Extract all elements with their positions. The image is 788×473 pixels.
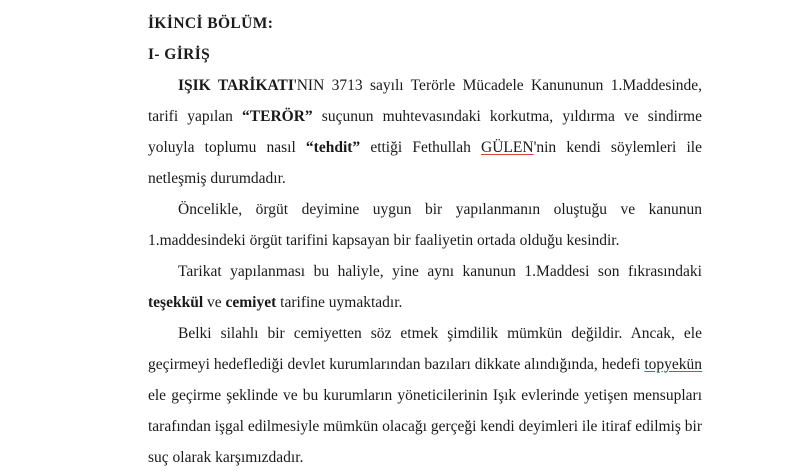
run-text: ele geçirme şeklinde ve bu kurumların yöneticilerinin Işık evlerinde yetişen mensupları tarafından işgal edilmesiyle mümkün olacağı gerçeği kendi deyimleri ile itiraf edilmiş bir suç olarak karşımızdadır. <box>148 387 702 466</box>
paragraph-4 <box>148 318 702 473</box>
spellcheck-word-topyekun: topyekün <box>644 356 702 373</box>
page-left-margin <box>0 0 8 442</box>
run-text: 'nin kendi söylemleri ile netleşmiş durumdadır. <box>148 139 702 187</box>
run-text: Tarikat yapılanması bu haliyle, yine aynı kanunun 1.Maddesi son fıkrasındaki <box>178 263 702 280</box>
run-bold-tesekkul: teşekkül <box>148 294 204 311</box>
run-bold-isik-tarikati: IŞIK TARİKATI <box>178 77 294 94</box>
run-text: suçunun muhtevasındaki korkutma, yıldırma ve sindirme yoluyla toplumu nasıl <box>148 108 702 156</box>
run-bold-cemiyet: cemiyet <box>225 294 277 311</box>
paragraph-3 <box>148 256 702 318</box>
spellcheck-word-gulen: GÜLEN <box>481 139 534 156</box>
run-text: 'NIN 3713 sayılı Terörle Mücadele Kanununun 1.Maddesinde, tarifi yapılan <box>148 77 703 125</box>
run-bold-tehdit: “tehdit” <box>305 139 361 156</box>
run-bold-teror: “TERÖR” <box>242 108 313 125</box>
run-text: Öncelikle, örgüt deyimine uygun bir yapılanmanın oluştuğu ve kanunun 1.maddesindeki örgüt tarifini kapsayan bir faaliyetin ortada olduğu kesindir. <box>148 201 702 249</box>
run-text: Belki silahlı bir cemiyetten söz etmek şimdilik mümkün değildir. Ancak, ele geçirmeyi hedeflediği devlet kurumlarından bazıları dikkate alındığında, hedefi <box>148 325 702 373</box>
run-text: tarifine uymaktadır. <box>276 294 403 311</box>
paragraph-1 <box>148 70 702 194</box>
paragraph-2 <box>148 194 702 256</box>
run-text: ettiği Fethullah <box>360 139 482 156</box>
heading-section: I- GİRİŞ <box>148 46 211 63</box>
run-text: ve <box>203 294 226 311</box>
heading-chapter: İKİNCİ BÖLÜM: <box>148 15 274 32</box>
document-body <box>148 8 702 473</box>
